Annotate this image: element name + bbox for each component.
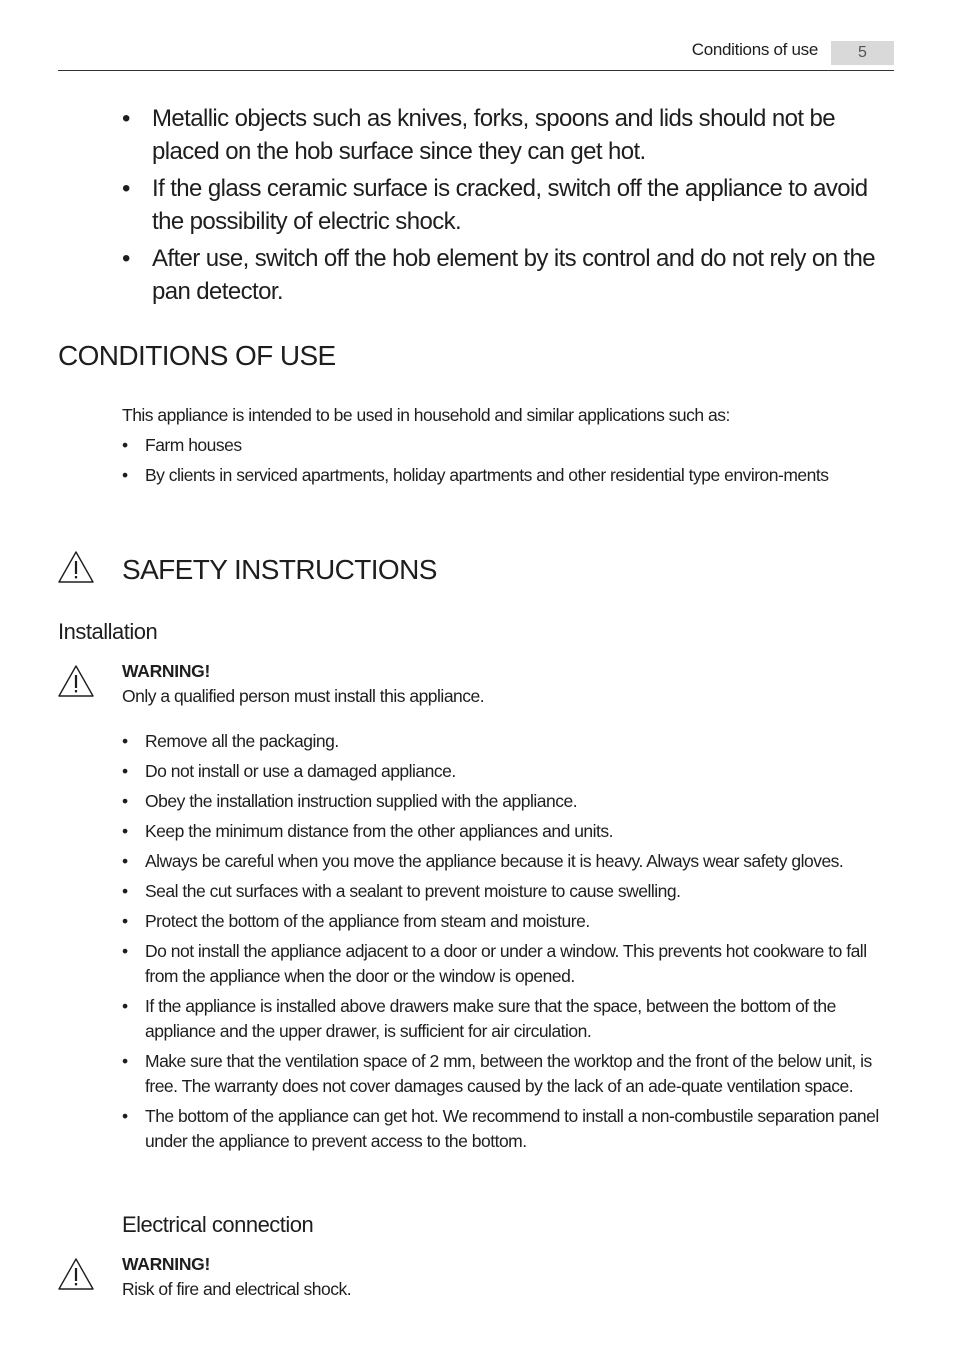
list-item: • Remove all the packaging.	[122, 729, 894, 754]
conditions-list	[122, 433, 894, 493]
list-item: • The bottom of the appliance can get hot. We recommend to install a non-combustile separation panel under the appliance to prevent access to the bottom.	[122, 1104, 894, 1154]
list-item: • Protect the bottom of the appliance from steam and moisture.	[122, 909, 894, 934]
list-item: • Metallic objects such as knives, forks, spoons and lids should not be placed on the hob surface since they can get hot.	[122, 102, 897, 168]
list-item: • Obey the installation instruction supplied with the appliance.	[122, 789, 894, 814]
warning-triangle-icon	[57, 1257, 95, 1291]
list-item: • Do not install or use a damaged appliance.	[122, 759, 894, 784]
page-number: 5	[831, 41, 894, 65]
installation-warning-title: WARNING!	[122, 661, 211, 681]
header-section-title: Conditions of use	[691, 40, 818, 59]
list-item: • Do not install the appliance adjacent to a door or under a window. This prevents hot cookware to fall from the appliance when the door or the window is opened.	[122, 939, 894, 989]
warning-triangle-icon	[57, 550, 95, 584]
conditions-intro: This appliance is intended to be used in household and similar applications such as:	[122, 405, 730, 425]
electrical-warning-title: WARNING!	[122, 1254, 211, 1274]
installation-heading: Installation	[58, 619, 158, 644]
installation-list	[122, 729, 894, 1159]
list-item: • If the appliance is installed above drawers make sure that the space, between the bottom of the appliance and the upper drawer, is sufficient for air circulation.	[122, 994, 894, 1044]
list-item: • Make sure that the ventilation space of 2 mm, between the worktop and the front of the below unit, is free. The warranty does not cover damages caused by the lack of an ade-quate ventilation space.	[122, 1049, 894, 1099]
electrical-heading: Electrical connection	[122, 1212, 314, 1237]
header-divider	[58, 70, 894, 71]
warning-triangle-icon	[57, 664, 95, 698]
installation-warning-text: Only a qualified person must install this appliance.	[122, 686, 485, 706]
list-item: • Keep the minimum distance from the other appliances and units.	[122, 819, 894, 844]
electrical-warning-text: Risk of fire and electrical shock.	[122, 1279, 352, 1299]
conditions-heading: CONDITIONS OF USE	[58, 340, 336, 371]
intro-bullet-list	[122, 102, 897, 312]
list-item: • If the glass ceramic surface is cracked, switch off the appliance to avoid the possibility of electric shock.	[122, 172, 897, 238]
list-item: • Always be careful when you move the appliance because it is heavy. Always wear safety gloves.	[122, 849, 894, 874]
list-item: • Farm houses	[122, 433, 894, 458]
safety-heading: SAFETY INSTRUCTIONS	[122, 554, 437, 585]
list-item: • After use, switch off the hob element by its control and do not rely on the pan detector.	[122, 242, 897, 308]
list-item: • By clients in serviced apartments, holiday apartments and other residential type environ-ments	[122, 463, 894, 488]
list-item: • Seal the cut surfaces with a sealant to prevent moisture to cause swelling.	[122, 879, 894, 904]
